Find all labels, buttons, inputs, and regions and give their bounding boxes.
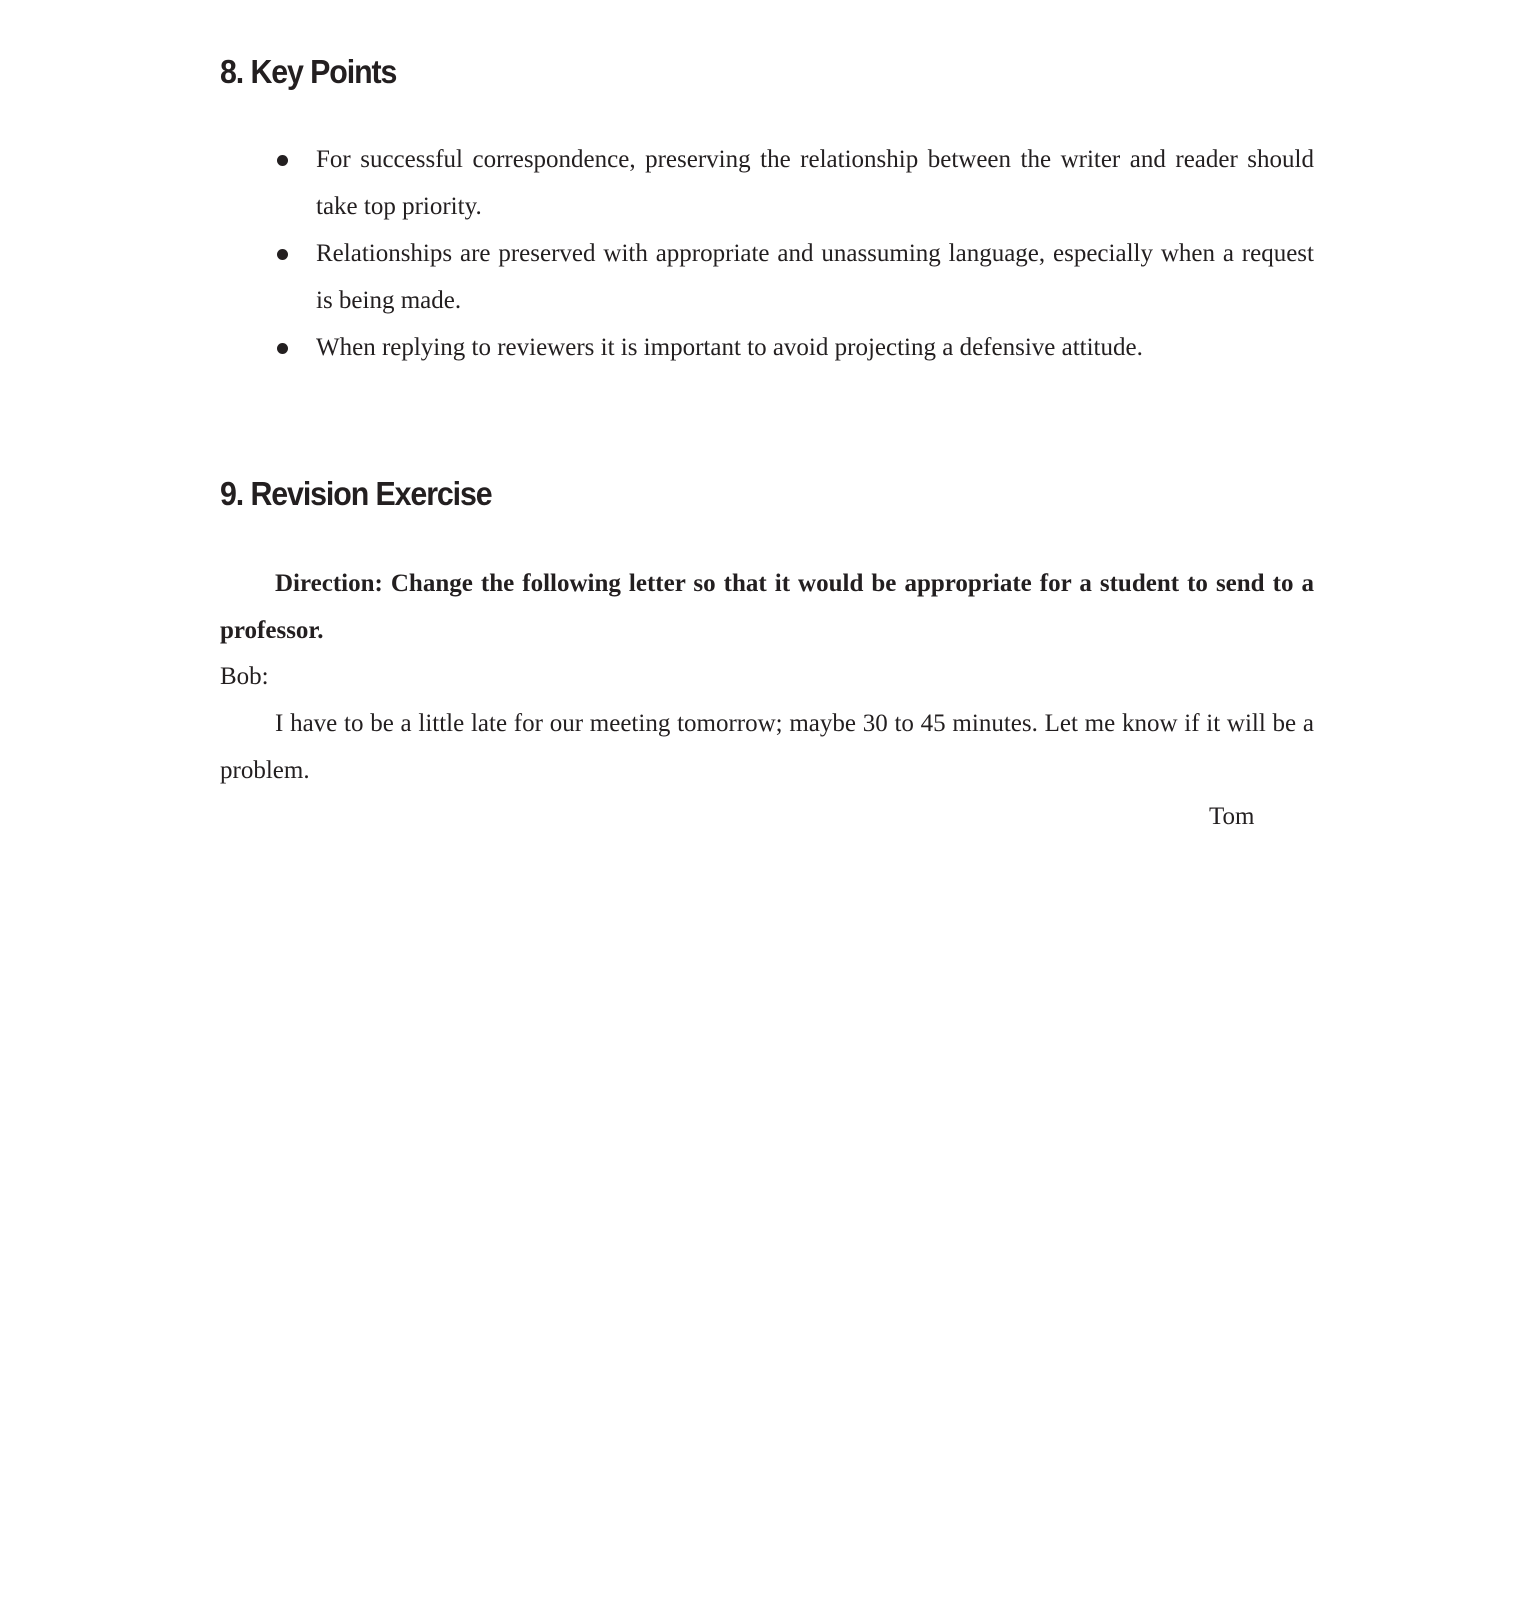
bullet-icon bbox=[277, 155, 288, 166]
bullet-icon bbox=[277, 343, 288, 354]
key-point-text: When replying to reviewers it is important to avoid projecting a defensive attitude. bbox=[316, 334, 1143, 361]
letter-body: I have to be a little late for our meeting tomorrow; maybe 30 to 45 minutes. Let me know if it will be a problem. bbox=[220, 710, 1314, 784]
letter-salutation: Bob: bbox=[220, 663, 269, 690]
key-point-item bbox=[277, 136, 1314, 230]
revision-exercise-heading: 9. Revision Exercise bbox=[220, 475, 492, 512]
key-point-text: Relationships are preserved with appropriate and unassuming language, especially when a request is being made. bbox=[316, 240, 1314, 314]
exercise-direction: Direction: Change the following letter so that it would be appropriate for a student to send to a professor. bbox=[220, 570, 1314, 644]
key-points-list bbox=[277, 136, 1314, 371]
key-point-item bbox=[277, 230, 1314, 324]
bullet-icon bbox=[277, 249, 288, 260]
key-point-text: For successful correspondence, preserving the relationship between the writer and reader should take top priority. bbox=[316, 146, 1314, 220]
letter-signature: Tom bbox=[1209, 803, 1255, 830]
key-point-item bbox=[277, 324, 1314, 371]
key-points-heading: 8. Key Points bbox=[220, 53, 397, 90]
